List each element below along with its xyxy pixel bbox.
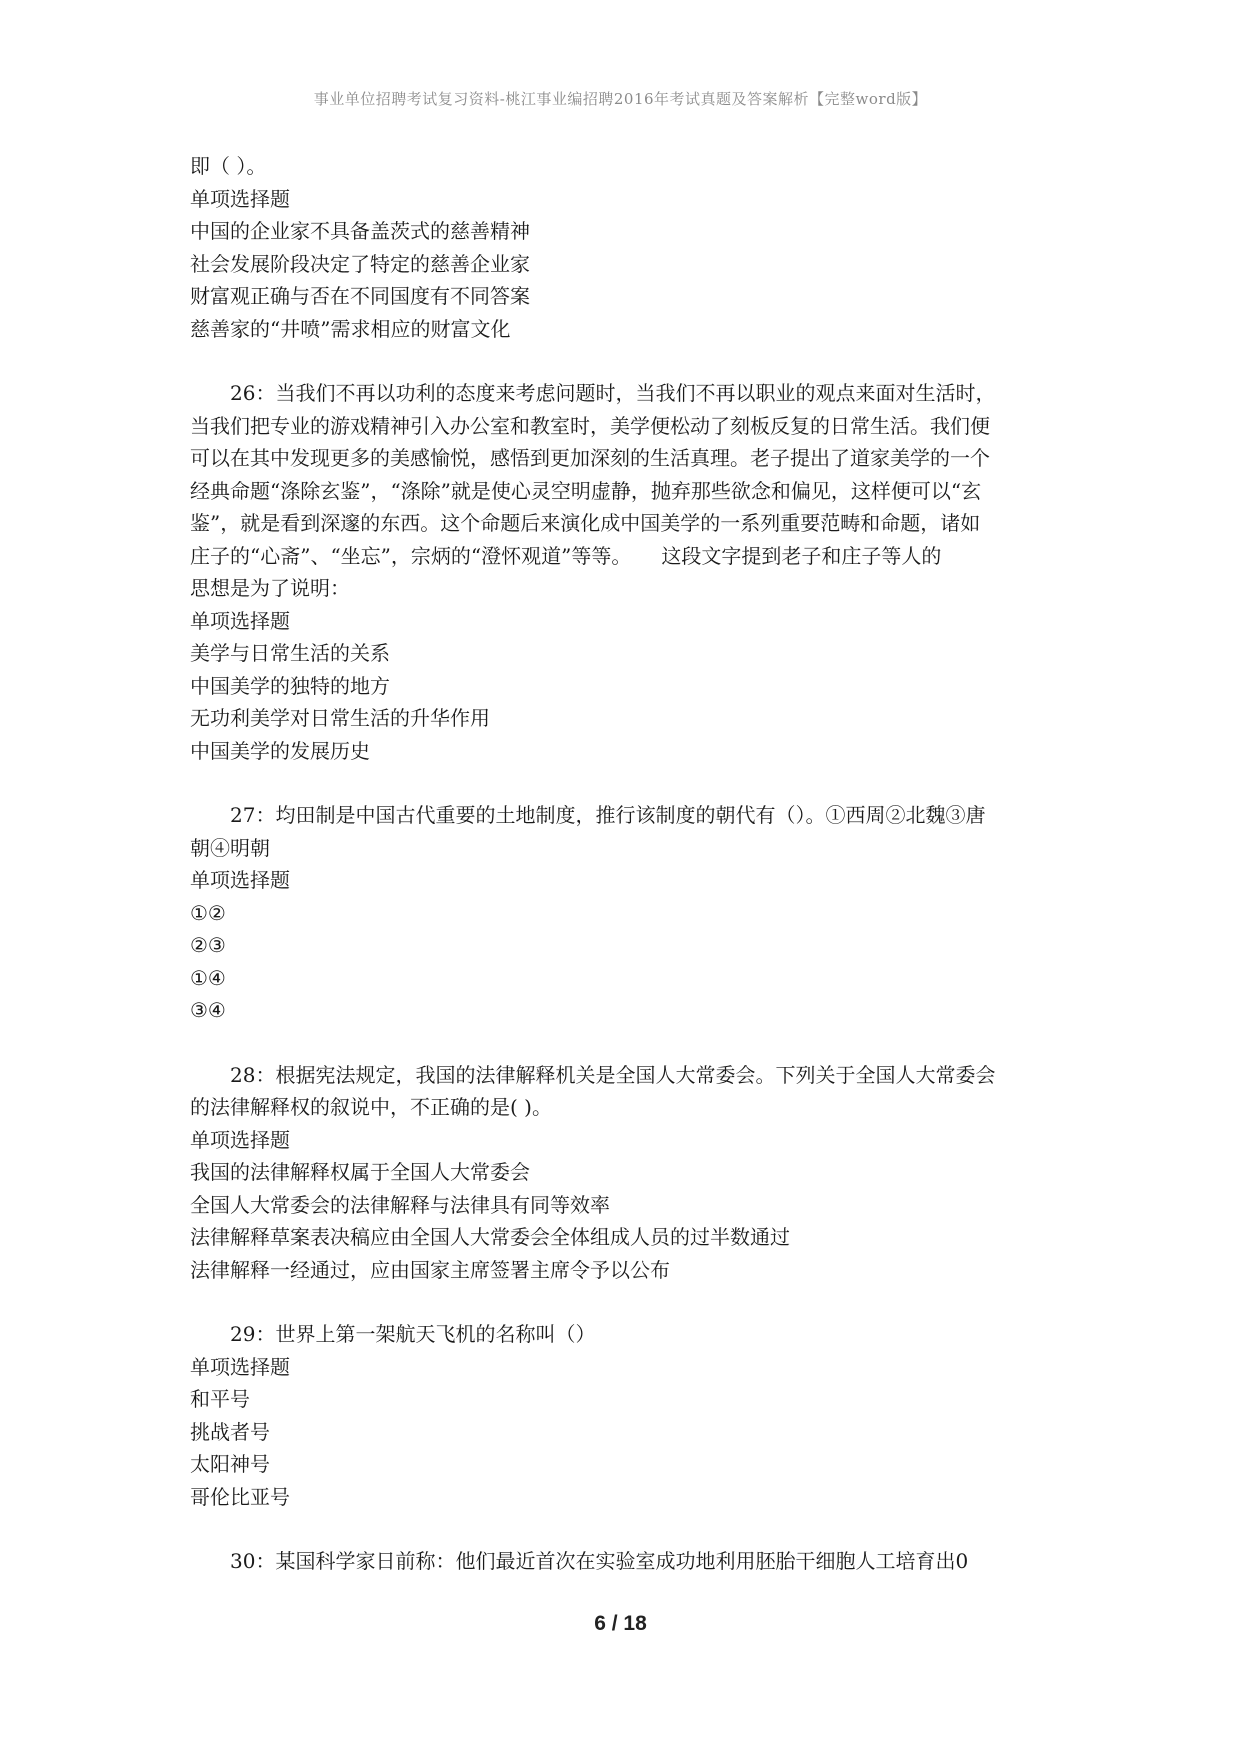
question-stem-line: 28：根据宪法规定，我国的法律解释机关是全国人大常委会。下列关于全国人大常委会: [230, 1062, 996, 1087]
option: 中国的企业家不具备盖茨式的慈善精神: [190, 219, 530, 243]
question-block-27: [190, 799, 1070, 1027]
question-block-29: [190, 1318, 1070, 1513]
question-block-prev: [190, 150, 1070, 345]
option: 挑战者号: [190, 1419, 270, 1444]
option: 美学与日常生活的关系: [190, 641, 390, 665]
question-stem-line: 当我们把专业的游戏精神引入办公室和教室时，美学便松动了刻板反复的日常生活。我们便: [190, 413, 990, 438]
option: 和平号: [190, 1387, 250, 1411]
question-stem-line: 朝④明朝: [190, 835, 270, 860]
question-stem-line: 思想是为了说明：: [190, 576, 350, 600]
question-stem-line: 26：当我们不再以功利的态度来考虑问题时，当我们不再以职业的观点来面对生活时，: [230, 381, 996, 405]
option: ①④: [190, 965, 226, 990]
question-type: 单项选择题: [190, 868, 290, 892]
option: 哥伦比亚号: [190, 1484, 290, 1509]
question-type: 单项选择题: [190, 608, 290, 633]
question-stem-line: 27：均田制是中国古代重要的土地制度，推行该制度的朝代有（）。①西周②北魏③唐: [230, 803, 986, 827]
question-stem-line: 鉴”，就是看到深邃的东西。这个命题后来演化成中国美学的一系列重要范畴和命题，诸如: [190, 511, 981, 535]
option: 社会发展阶段决定了特定的慈善企业家: [190, 251, 530, 276]
option: 太阳神号: [190, 1452, 270, 1476]
document-body: [190, 150, 1070, 1578]
option: 慈善家的“井喷”需求相应的财富文化: [190, 316, 511, 341]
option: 中国美学的独特的地方: [190, 673, 390, 698]
question-stem-line: 经典命题“涤除玄鉴”，“涤除”就是使心灵空明虚静，抛弃那些欲念和偏见，这样便可以“玄: [190, 478, 982, 503]
question-block-28: [190, 1059, 1070, 1287]
option: 无功利美学对日常生活的升华作用: [190, 706, 490, 730]
question-stem-line: 的法律解释权的叙说中，不正确的是( )。: [190, 1095, 552, 1119]
option: 全国人大常委会的法律解释与法律具有同等效率: [190, 1192, 610, 1217]
option: 法律解释草案表决稿应由全国人大常委会全体组成人员的过半数通过: [190, 1225, 790, 1249]
question-type: 单项选择题: [190, 1127, 290, 1152]
option: ①②: [190, 900, 226, 925]
question-stem-line: 庄子的“心斋”、“坐忘”，宗炳的“澄怀观道”等等。 这段文字提到老子和庄子等人的: [190, 543, 942, 568]
question-block-26: [190, 377, 1070, 767]
question-stem-end: 即（ ）。: [190, 154, 267, 178]
question-block-30: [190, 1545, 1070, 1578]
page-header: 事业单位招聘考试复习资料-桃江事业编招聘2016年考试真题及答案解析【完整word版】: [313, 90, 928, 108]
question-type: 单项选择题: [190, 1354, 290, 1379]
page-indicator: 6 / 18: [594, 1612, 647, 1635]
question-type: 单项选择题: [190, 186, 290, 211]
option: 我国的法律解释权属于全国人大常委会: [190, 1160, 530, 1184]
question-stem-line: 可以在其中发现更多的美感愉悦，感悟到更加深刻的生活真理。老子提出了道家美学的一个: [190, 446, 990, 470]
option: 中国美学的发展历史: [190, 738, 370, 763]
option: ②③: [190, 933, 226, 957]
question-stem-line: 30：某国科学家日前称：他们最近首次在实验室成功地利用胚胎干细胞人工培育出0: [230, 1549, 969, 1573]
option: 财富观正确与否在不同国度有不同答案: [190, 284, 530, 308]
question-stem-line: 29：世界上第一架航天飞机的名称叫（）: [230, 1322, 596, 1346]
option: 法律解释一经通过，应由国家主席签署主席令予以公布: [190, 1257, 670, 1282]
option: ③④: [190, 998, 226, 1022]
